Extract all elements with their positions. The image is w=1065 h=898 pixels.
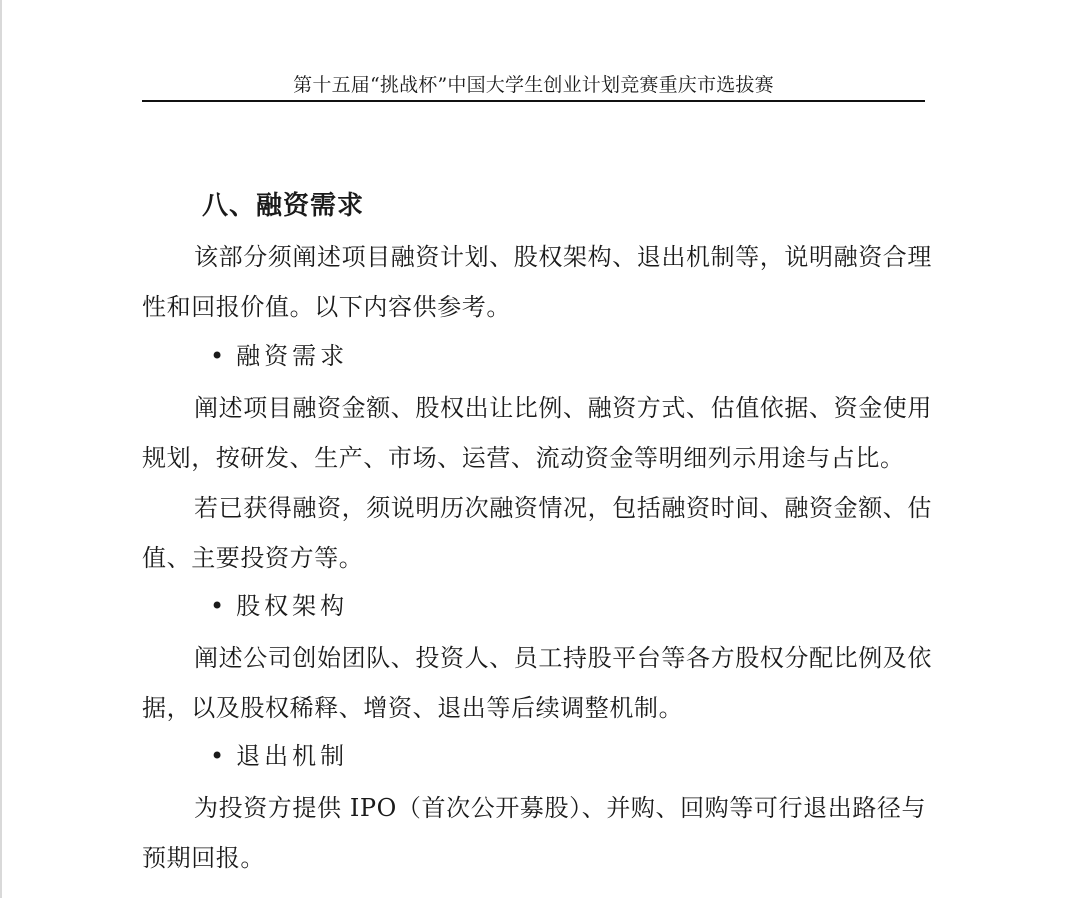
body-paragraph: 若已获得融资，须说明历次融资情况，包括融资时间、融资金额、估值、主要投资方等。: [142, 494, 932, 572]
body-paragraph: 阐述公司创始团队、投资人、员工持股平台等各方股权分配比例及依据，以及股权稀释、增资、退出等后续调整机制。: [142, 644, 932, 722]
bullet-icon: •: [210, 742, 229, 770]
body-paragraph: 为投资方提供 IPO（首次公开募股）、并购、回购等可行退出路径与预期回报。: [142, 794, 927, 872]
section-intro-paragraph: 该部分须阐述项目融资计划、股权架构、退出机制等，说明融资合理性和回报价值。以下内容供参考。: [142, 243, 932, 321]
section-title: 八、融资需求: [202, 191, 365, 221]
subsection-heading-label: 退出机制: [236, 742, 349, 770]
subsection-heading-exit-mechanism: [210, 736, 348, 776]
bullet-icon: •: [210, 592, 229, 620]
page-edge-divider: [0, 0, 2, 898]
header-divider: [142, 100, 925, 102]
bullet-icon: •: [210, 342, 229, 370]
body-paragraph: 阐述项目融资金额、股权出让比例、融资方式、估值依据、资金使用规划，按研发、生产、市场、运营、流动资金等明细列示用途与占比。: [142, 394, 932, 472]
subsection-heading-equity-structure: [210, 586, 348, 626]
subsection-heading-financing-needs: [210, 336, 348, 376]
subsection-heading-label: 股权架构: [236, 592, 349, 620]
subsection-heading-label: 融资需求: [236, 342, 349, 370]
page-header-title: 第十五届“挑战杯”中国大学生创业计划竞赛重庆市选拔赛: [293, 74, 774, 96]
